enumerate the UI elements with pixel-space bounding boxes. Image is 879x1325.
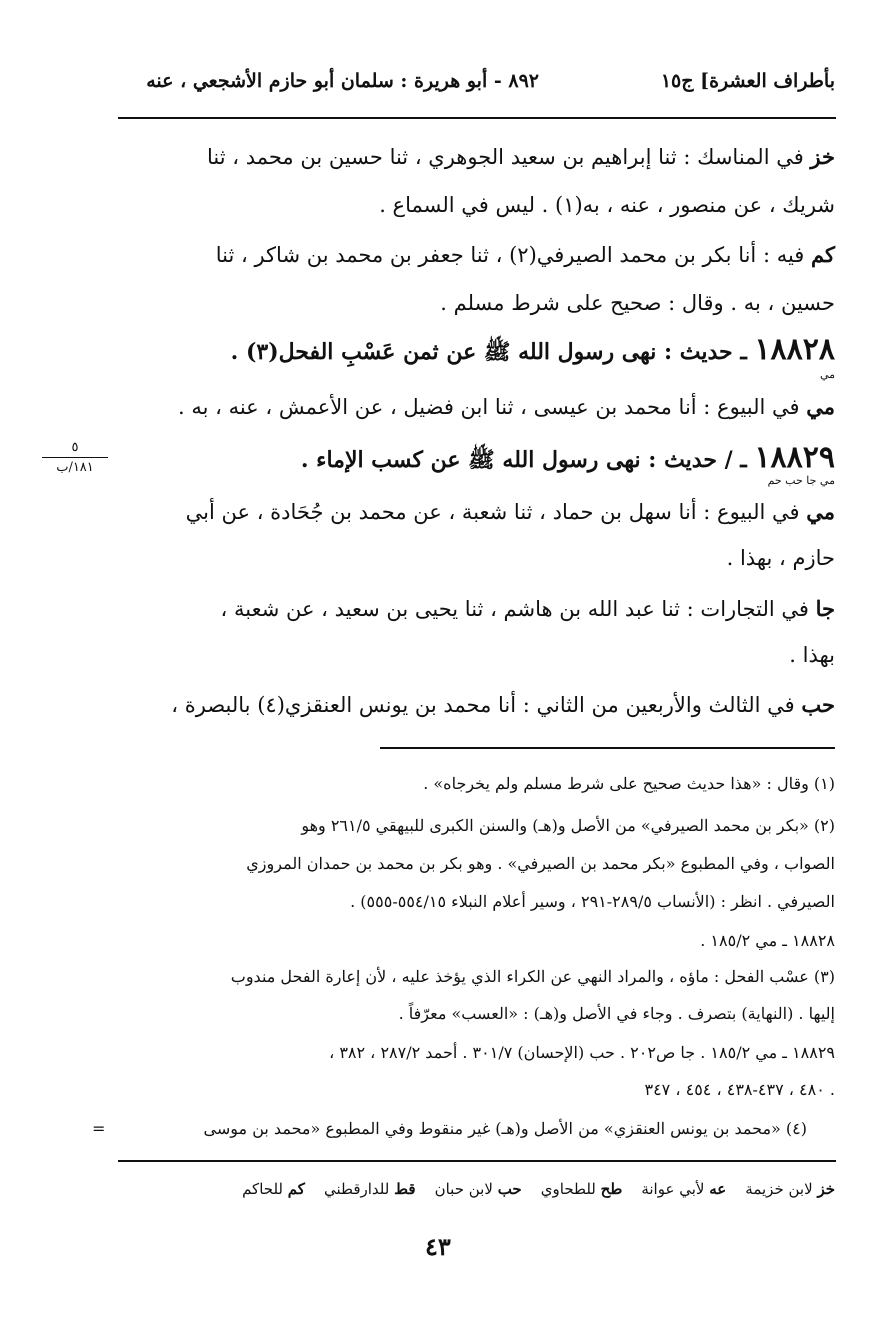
body-text: في المناسك : ثنا إبراهيم بن سعيد الجوهري ، ثنا حسين بن محمد ، ثنا <box>207 145 811 169</box>
abbreviation-key <box>242 1180 835 1198</box>
abbreviation-rule <box>118 1160 836 1162</box>
body-text: فيه : أنا بكر بن محمد الصيرفي(٢) ، ثنا جعفر بن محمد بن شاكر ، ثنا <box>215 243 812 267</box>
abbr-item: حب لابن حبان <box>434 1180 522 1198</box>
margin-folio-note <box>42 440 108 475</box>
footnote-3-line-2: إليها . (النهاية) بتصرف . وجاء في الأصل و(هـ) : «العسب» معرّفاً . <box>398 1004 835 1023</box>
body-line-1 <box>207 142 835 172</box>
abbr-item: طح للطحاوي <box>540 1180 623 1198</box>
hadith-number: ١٨٨٢٨ <box>754 332 835 367</box>
body-text: في البيوع : أنا سهل بن حماد ، ثنا شعبة ، عن محمد بن جُحَادة ، عن أبي <box>185 500 807 524</box>
abbr-item: عه لأبي عوانة <box>641 1180 727 1198</box>
running-head-chapter: ٨٩٢ - أبو هريرة : سلمان أبو حازم الأشجعي ، عنه <box>146 70 539 92</box>
body-text: في الثالث والأربعين من الثاني : أنا محمد بن يونس العنقزي(٤) بالبصرة ، <box>171 693 802 717</box>
page-number: ٤٣ <box>425 1232 451 1261</box>
footnote-3-line-3: ١٨٨٢٩ ـ مي ١٨٥/٢ . جا ص٢٠٢ . حب (الإحسان) ٣٠١/٧ . أحمد ٢٨٧/٢ ، ٣٨٢ ، <box>329 1043 835 1062</box>
abbr-item: كم للحاكم <box>242 1180 305 1198</box>
footnote-continuation-mark: = <box>92 1119 106 1138</box>
hadith-label: ـ / حديث : <box>640 447 755 473</box>
body-line-8 <box>221 594 835 624</box>
body-line-4: حسين ، به . وقال : صحيح على شرط مسلم . <box>440 291 835 315</box>
footnote-2-line-2: الصواب ، وفي المطبوع «بكر محمد بن الصيرفي» . وهو بكر بن محمد بن حمدان المروزي <box>246 854 835 873</box>
hadith-label: ـ حديث : <box>656 339 755 365</box>
body-line-2: شريك ، عن منصور ، عنه ، به(١) . ليس في السماع . <box>379 193 835 217</box>
footnote-3-line-1: (٣) عسْب الفحل : ماؤه ، والمراد النهي عن الكراء الذي يؤخذ عليه ، لأن إعارة الفحل مندوب <box>230 967 835 986</box>
footnote-2-line-3: الصيرفي . انظر : (الأنساب ٢٨٩/٥-٢٩١ ، وسير أعلام النبلاء ٥٥٤/١٥-٥٥٥) . <box>350 892 835 911</box>
body-line-3 <box>216 240 835 270</box>
footnote-2-line-1: (٢) «بكر بن محمد الصيرفي» من الأصل و(هـ) والسنن الكبرى للبيهقي ٢٦١/٥ وهو <box>301 816 835 835</box>
hadith-18829-sigla: مي جا حب حم <box>767 474 835 487</box>
body-line-7: حازم ، بهذا . <box>726 546 835 570</box>
footnote-3-line-4: ٤٨٠ ، ٤٣٧-٤٣٨ ، ٤٥٤ ، ٣٤٧ . <box>644 1080 835 1099</box>
margin-folio-rule <box>42 457 108 458</box>
body-line-10 <box>171 690 835 720</box>
source-siglum: خز <box>810 144 835 169</box>
body-line-9: بهذا . <box>789 643 835 667</box>
running-head-volume: بأطراف العشرة] ج١٥ <box>660 70 835 92</box>
body-text: في البيوع : أنا محمد بن عيسى ، ثنا ابن فضيل ، عن الأعمش ، عنه ، به . <box>177 395 807 419</box>
body-line-5 <box>178 392 835 422</box>
footnote-rule <box>380 747 835 749</box>
body-line-6 <box>186 497 835 527</box>
footnote-1: (١) وقال : «هذا حديث صحيح على شرط مسلم ولم يخرجاه» . <box>423 774 835 793</box>
margin-folio-top: ٥ <box>71 440 79 455</box>
margin-folio-bottom: ١٨١/ب <box>56 460 94 475</box>
source-siglum: حب <box>801 692 835 717</box>
hadith-text: نهى رسول الله ﷺ عن ثمن عَسْبِ الفحل(٣) . <box>230 339 657 365</box>
hadith-18828 <box>231 332 835 370</box>
header-rule <box>118 117 836 119</box>
hadith-18828-sigla: مي <box>819 368 835 381</box>
hadith-18829 <box>301 440 835 478</box>
hadith-number: ١٨٨٢٩ <box>754 440 835 475</box>
source-siglum: مي <box>806 499 835 524</box>
source-siglum: جا <box>815 596 835 621</box>
abbr-item: خز لابن خزيمة <box>745 1180 835 1198</box>
hadith-text: نهى رسول الله ﷺ عن كسب الإماء . <box>300 447 641 473</box>
footnote-4: (٤) «محمد بن يونس العنقزي» من الأصل و(هـ) غير منقوط وفي المطبوع «محمد بن موسى <box>203 1119 807 1138</box>
footnote-2-line-4: ١٨٨٢٨ ـ مي ١٨٥/٢ . <box>700 931 835 950</box>
abbr-item: قط للدارقطني <box>323 1180 416 1198</box>
source-siglum: مي <box>806 394 835 419</box>
source-siglum: كم <box>811 242 835 267</box>
body-text: في التجارات : ثنا عبد الله بن هاشم ، ثنا يحيى بن سعيد ، عن شعبة ، <box>220 597 816 621</box>
